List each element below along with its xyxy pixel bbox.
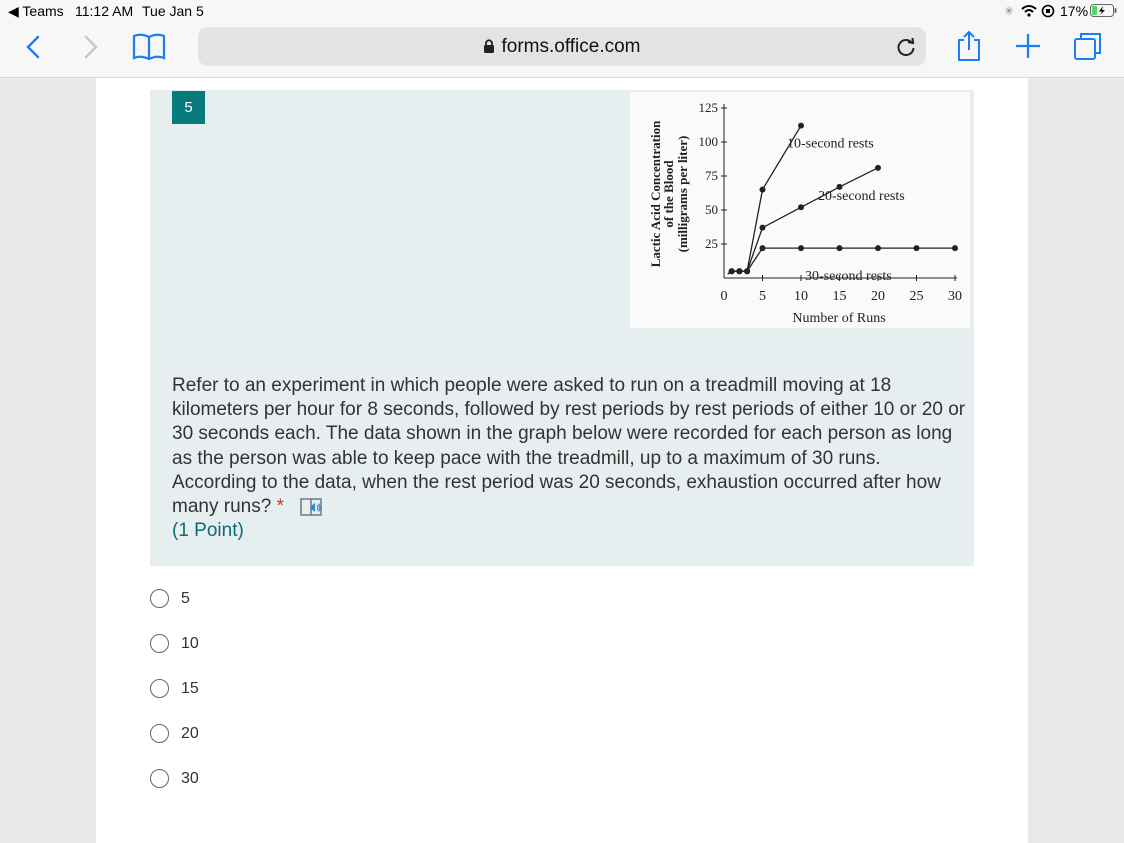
radio-button[interactable] <box>150 724 169 743</box>
chart-container <box>630 92 970 328</box>
back-to-app-link[interactable]: ◀ Teams <box>8 3 64 19</box>
y-tick-label: 100 <box>698 134 718 149</box>
option-label: 30 <box>181 770 199 787</box>
x-tick-label: 0 <box>720 289 728 304</box>
data-point <box>914 245 920 251</box>
orientation-lock-icon <box>1041 4 1055 18</box>
share-icon[interactable] <box>956 30 982 62</box>
data-point <box>760 225 766 231</box>
lock-icon <box>483 38 495 54</box>
data-point <box>744 268 750 274</box>
data-point <box>798 204 804 210</box>
y-tick-label: 125 <box>698 100 718 115</box>
y-tick-label: 50 <box>705 202 718 217</box>
status-date: Tue Jan 5 <box>142 3 204 19</box>
question-text-block <box>172 374 967 543</box>
data-point <box>760 187 766 193</box>
chart-y-axis-label <box>648 120 690 267</box>
radio-button[interactable] <box>150 634 169 653</box>
required-asterisk: * <box>276 496 284 518</box>
data-point <box>875 165 881 171</box>
series-label: 30-second rests <box>805 269 892 285</box>
back-arrow-icon[interactable] <box>24 35 42 59</box>
battery-percent: 17% <box>1060 3 1089 19</box>
address-bar[interactable] <box>198 27 926 66</box>
data-point <box>837 245 843 251</box>
status-bar <box>0 0 1124 22</box>
battery-icon <box>1090 4 1118 18</box>
x-tick-label: 30 <box>948 289 962 304</box>
data-point <box>736 268 742 274</box>
series-label: 10-second rests <box>787 136 874 152</box>
data-point <box>952 245 958 251</box>
immersive-reader-icon[interactable] <box>299 496 323 518</box>
tabs-overview-icon[interactable] <box>1073 31 1103 61</box>
data-point <box>798 245 804 251</box>
option-label: 5 <box>181 590 190 607</box>
form-page <box>96 78 1028 843</box>
option-label: 15 <box>181 680 199 697</box>
forward-arrow-icon[interactable] <box>82 35 100 59</box>
reload-icon[interactable] <box>895 36 917 58</box>
status-time: 11:12 AM <box>75 3 134 19</box>
radio-button[interactable] <box>150 589 169 608</box>
browser-toolbar <box>0 22 1124 78</box>
url-text: forms.office.com <box>501 36 641 57</box>
y-label-line-3: (milligrams per liter) <box>675 135 690 253</box>
back-app-label: Teams <box>22 3 64 19</box>
option-label: 10 <box>181 635 199 652</box>
data-point <box>760 245 766 251</box>
x-tick-label: 5 <box>759 289 766 304</box>
question-points: (1 Point) <box>172 520 244 542</box>
wifi-icon <box>1021 4 1037 17</box>
y-tick-label: 75 <box>705 168 718 183</box>
option-label: 20 <box>181 725 199 742</box>
radio-button[interactable] <box>150 769 169 788</box>
lactic-acid-chart <box>630 92 970 328</box>
x-tick-label: 10 <box>794 289 808 304</box>
question-text: Refer to an experiment in which people were asked to run on a treadmill moving at 18 kilometers per hour for 8 seconds, followed by rest periods by rest periods of either 10 or 20 or 30 seconds each. The data shown in the graph below were recorded for each person as long as the person was able to keep pace with the treadmill, up to a maximum of 30 runs. According to the data, when the rest period was 20 seconds, exhaustion occurred after how many runs? <box>172 375 966 518</box>
data-point <box>875 245 881 251</box>
activity-icon: ✳ <box>1004 4 1015 18</box>
x-tick-label: 15 <box>832 289 847 304</box>
series-line <box>728 168 878 274</box>
data-point <box>798 123 804 129</box>
y-label-line-1: Lactic Acid Concentration <box>648 120 663 268</box>
data-point <box>729 268 735 274</box>
question-card <box>150 90 974 566</box>
bookmarks-icon[interactable] <box>132 32 166 62</box>
question-number-badge: 5 <box>172 91 205 124</box>
y-label-line-2: of the Blood <box>661 160 676 228</box>
x-tick-label: 20 <box>871 289 885 304</box>
new-tab-plus-icon[interactable] <box>1015 33 1041 59</box>
url-container <box>198 36 926 58</box>
radio-button[interactable] <box>150 679 169 698</box>
x-tick-label: 25 <box>909 289 924 304</box>
y-tick-label: 25 <box>705 236 718 251</box>
chart-x-axis-label: Number of Runs <box>792 311 886 326</box>
series-label: 20-second rests <box>818 188 905 204</box>
